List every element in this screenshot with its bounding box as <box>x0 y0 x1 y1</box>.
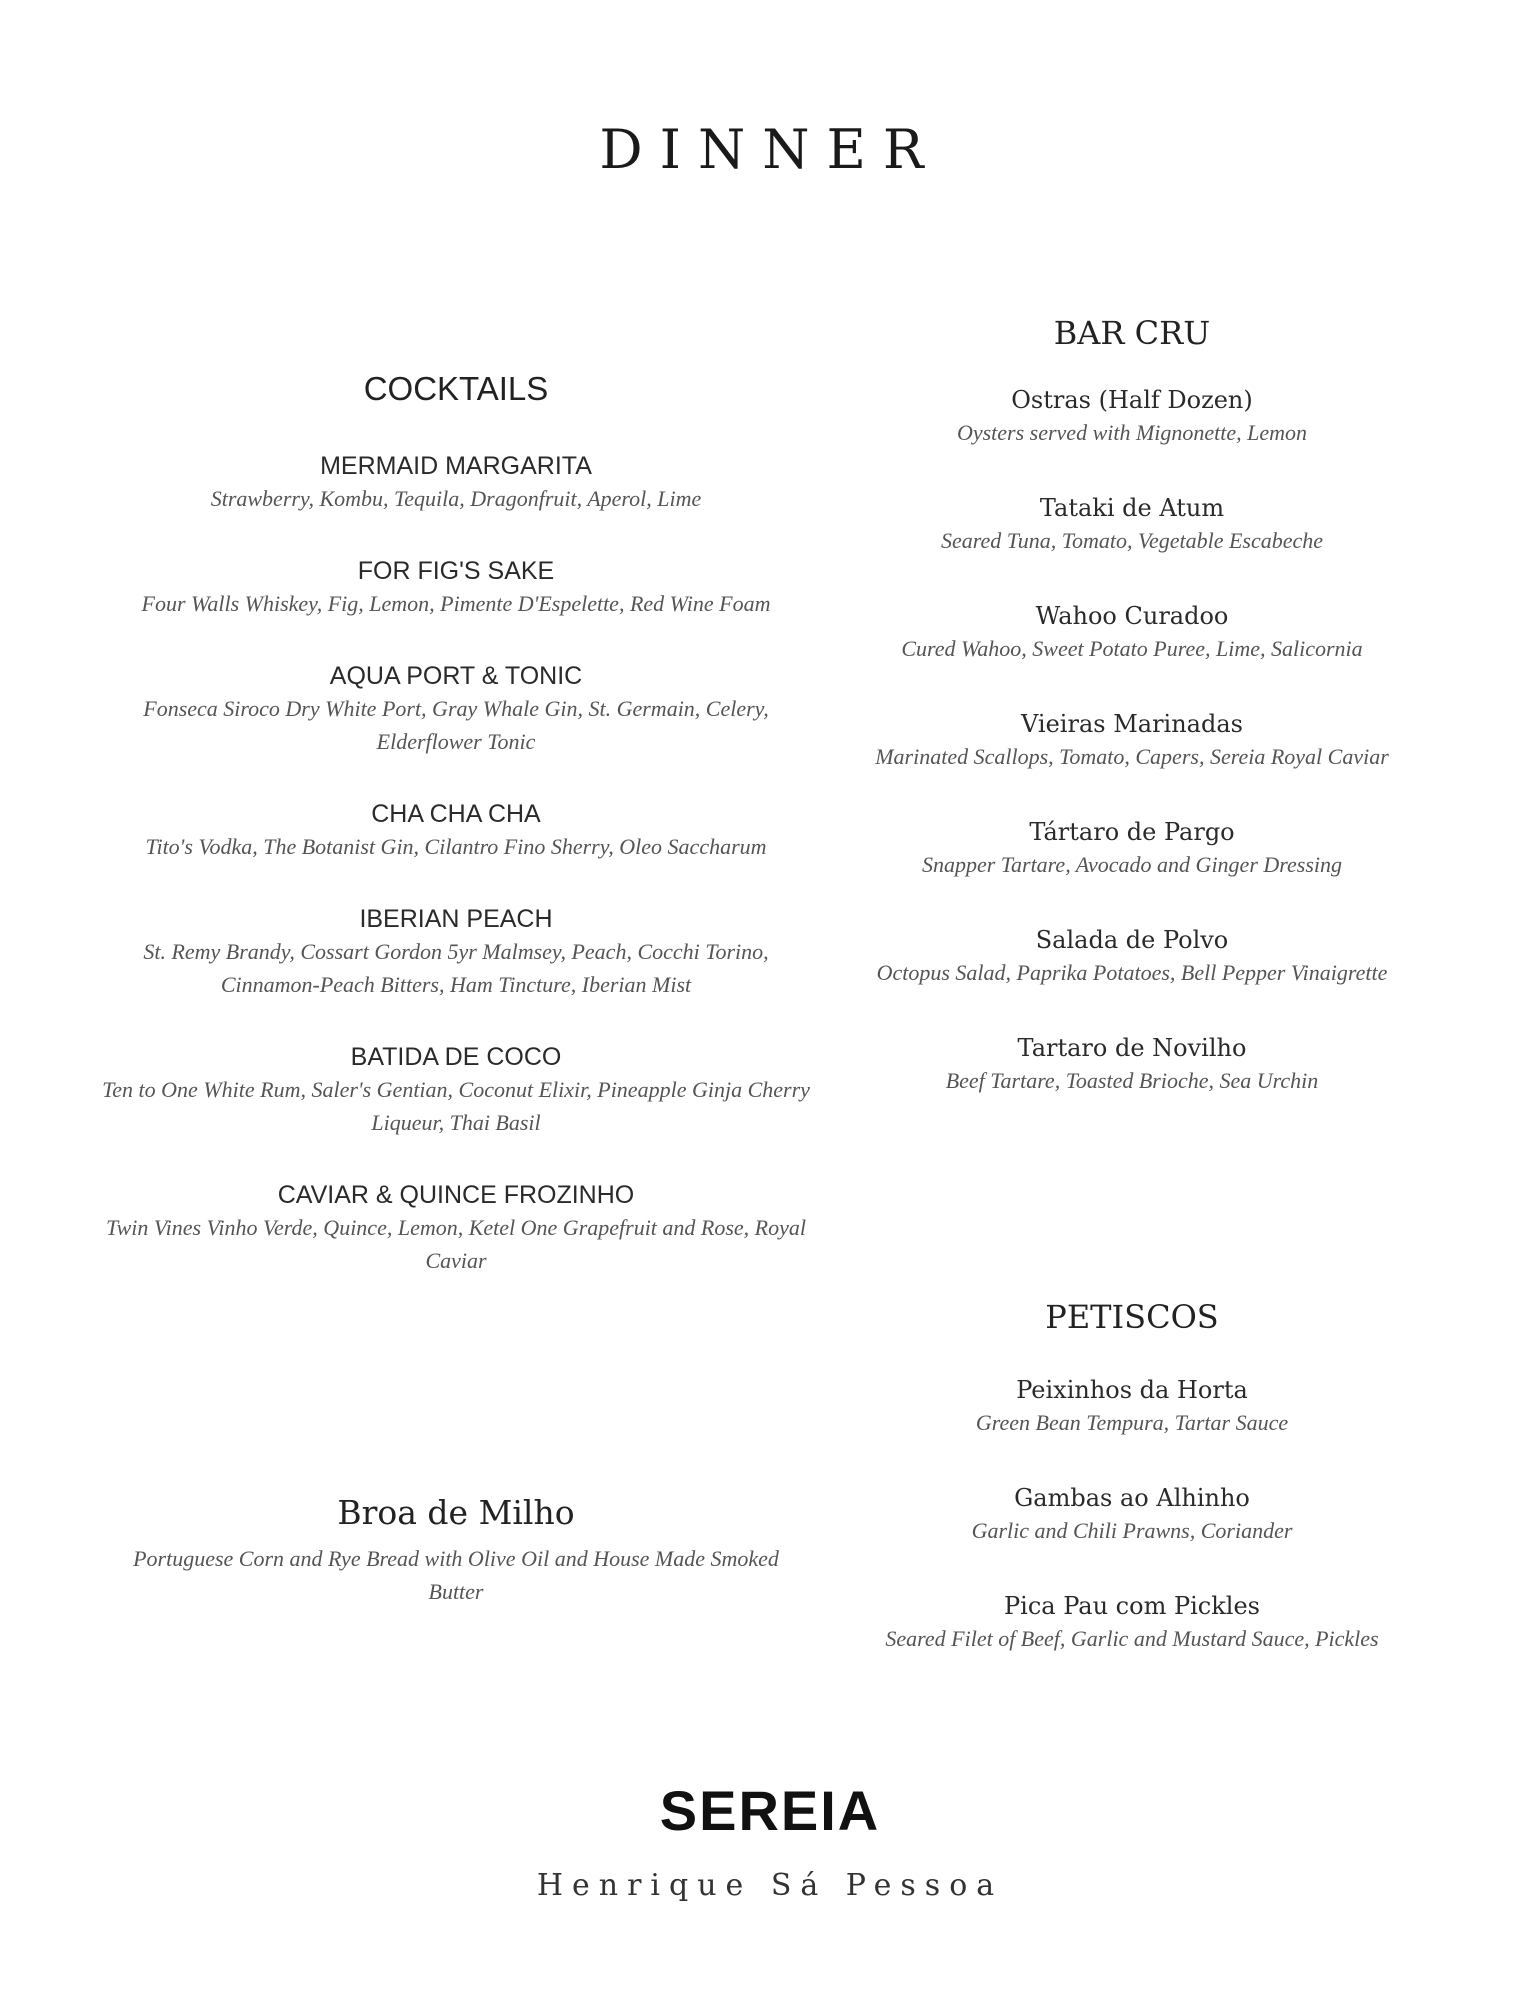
item-name: Salada de Polvo <box>1035 926 1229 954</box>
cocktails-section <box>100 370 812 1317</box>
menu-item <box>100 798 812 863</box>
item-name: Peixinhos da Horta <box>1016 1376 1248 1404</box>
menu-item <box>832 816 1432 881</box>
menu-item <box>832 1032 1432 1097</box>
item-description: Twin Vines Vinho Verde, Quince, Lemon, Ketel One Grapefruit and Rose, Royal Caviar <box>105 1215 806 1273</box>
menu-item <box>832 708 1432 773</box>
item-description: Garlic and Chili Prawns, Coriander <box>971 1518 1293 1543</box>
item-description: Seared Filet of Beef, Garlic and Mustard Sauce, Pickles <box>885 1626 1379 1651</box>
item-description: Octopus Salad, Paprika Potatoes, Bell Pepper Vinaigrette <box>876 960 1388 985</box>
item-name: Pica Pau com Pickles <box>1004 1592 1260 1620</box>
item-name: Tartaro de Novilho <box>1017 1034 1247 1062</box>
item-description: Marinated Scallops, Tomato, Capers, Sereia Royal Caviar <box>875 744 1389 769</box>
menu-item <box>832 600 1432 665</box>
broa-section <box>100 1493 812 1608</box>
item-description: Green Bean Tempura, Tartar Sauce <box>975 1410 1289 1435</box>
menu-item <box>832 384 1432 449</box>
item-name: Tataki de Atum <box>1039 494 1225 522</box>
item-description: Beef Tartare, Toasted Brioche, Sea Urchin <box>945 1068 1319 1093</box>
petiscos-section <box>832 1298 1432 1698</box>
item-description: Tito's Vodka, The Botanist Gin, Cilantro Fino Sherry, Oleo Saccharum <box>145 834 767 859</box>
bar-cru-heading: BAR CRU <box>1053 314 1211 352</box>
item-name: CAVIAR & QUINCE FROZINHO <box>277 1181 635 1209</box>
item-description: Fonseca Siroco Dry White Port, Gray Whale Gin, St. Germain, Celery, Elderflower Tonic <box>143 696 769 754</box>
item-name: Gambas ao Alhinho <box>1014 1484 1250 1512</box>
menu-item <box>100 555 812 620</box>
item-description: Snapper Tartare, Avocado and Ginger Dressing <box>921 852 1343 877</box>
item-description: Ten to One White Rum, Saler's Gentian, Coconut Elixir, Pineapple Ginja Cherry Liqueur, Thai Basil <box>102 1077 810 1135</box>
item-name: Tártaro de Pargo <box>1029 818 1235 846</box>
item-name: Vieiras Marinadas <box>1021 710 1243 738</box>
item-name: AQUA PORT & TONIC <box>329 662 583 690</box>
menu-item <box>100 903 812 1001</box>
item-description: Oysters served with Mignonette, Lemon <box>956 420 1308 445</box>
broa-title: Broa de Milho <box>337 1493 575 1532</box>
menu-item <box>832 1374 1432 1439</box>
menu-item <box>100 1179 812 1277</box>
item-description: Four Walls Whiskey, Fig, Lemon, Pimente D'Espelette, Red Wine Foam <box>141 591 771 616</box>
cocktails-heading: COCKTAILS <box>363 370 549 407</box>
menu-item <box>100 1041 812 1139</box>
item-name: BATIDA DE COCO <box>350 1043 562 1071</box>
sereia-logo: SEREIA <box>659 1779 881 1842</box>
menu-item <box>832 1590 1432 1655</box>
menu-item <box>832 1482 1432 1547</box>
menu-item <box>832 924 1432 989</box>
item-name: MERMAID MARGARITA <box>320 452 592 480</box>
item-name: Wahoo Curadoo <box>1035 602 1229 630</box>
chef-name: Henrique Sá Pessoa <box>536 1868 1004 1903</box>
menu-item <box>100 660 812 758</box>
menu-item <box>100 450 812 515</box>
item-name: CHA CHA CHA <box>371 800 541 828</box>
item-name: Ostras (Half Dozen) <box>1011 386 1253 414</box>
bar-cru-section <box>832 314 1432 1140</box>
item-description: Strawberry, Kombu, Tequila, Dragonfruit, Aperol, Lime <box>210 486 702 511</box>
item-name: FOR FIG'S SAKE <box>357 557 555 585</box>
item-description: Seared Tuna, Tomato, Vegetable Escabeche <box>940 528 1324 553</box>
page-title: DINNER <box>599 118 941 181</box>
item-description: St. Remy Brandy, Cossart Gordon 5yr Malmsey, Peach, Cocchi Torino, Cinnamon-Peach Bitters, Ham Tincture, Iberian Mist <box>143 939 769 997</box>
petiscos-heading: PETISCOS <box>1045 1298 1219 1336</box>
broa-description: Portuguese Corn and Rye Bread with Olive Oil and House Made Smoked Butter <box>133 1546 779 1604</box>
menu-item <box>832 492 1432 557</box>
item-description: Cured Wahoo, Sweet Potato Puree, Lime, Salicornia <box>901 636 1363 661</box>
item-name: IBERIAN PEACH <box>359 905 553 933</box>
